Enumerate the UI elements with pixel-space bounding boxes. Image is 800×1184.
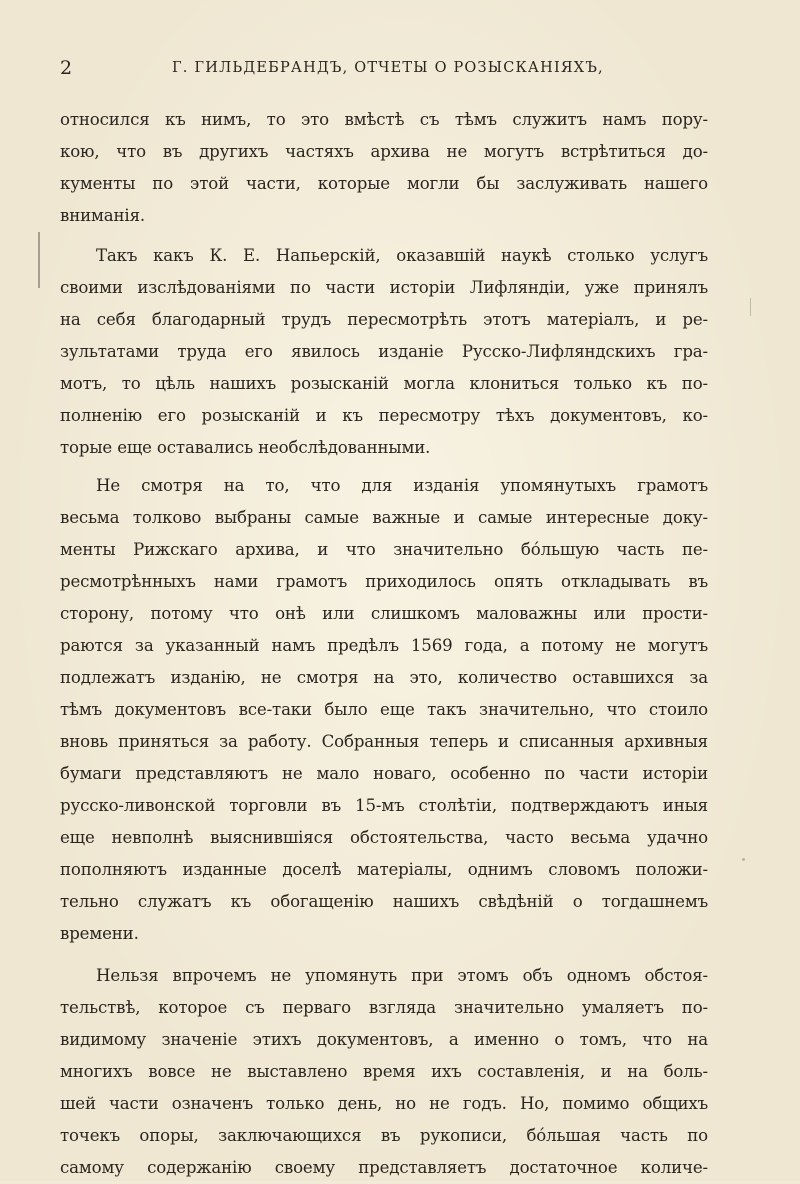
text-line: шей части означенъ только день, но не годъ. Но, помимо общихъ xyxy=(60,1094,708,1113)
text-line: вновь приняться за работу. Собранныя теперь и списанныя архивныя xyxy=(60,732,708,751)
margin-mark-right xyxy=(750,298,751,316)
body-text xyxy=(60,104,708,1184)
margin-mark-bottom xyxy=(742,858,745,861)
paragraph-4 xyxy=(60,960,708,1184)
text-line: тѣмъ документовъ все-таки было еще такъ значительно, что стоило xyxy=(60,700,708,719)
text-line: бумаги представляютъ не мало новаго, особенно по части исторіи xyxy=(60,764,708,783)
text-line: многихъ вовсе не выставлено время ихъ составленія, и на боль- xyxy=(60,1062,708,1081)
text-line: своими изслѣдованіями по части исторіи Лифляндіи, уже принялъ xyxy=(60,278,708,297)
text-line: видимому значеніе этихъ документовъ, а именно о томъ, что на xyxy=(60,1030,708,1049)
text-line: менты Рижскаго архива, и что значительно бо́льшую часть пе- xyxy=(60,540,708,559)
text-line: времени. xyxy=(60,924,139,943)
page-header xyxy=(60,57,720,81)
text-line: подлежатъ изданію, не смотря на это, количество оставшихся за xyxy=(60,668,708,687)
margin-mark-left xyxy=(38,232,40,288)
text-line: еще невполнѣ выяснившіяся обстоятельства, часто весьма удачно xyxy=(60,828,708,847)
paragraph-2 xyxy=(60,240,708,464)
text-line: мотъ, то цѣль нашихъ розысканій могла клониться только къ по- xyxy=(60,374,708,393)
text-line: точекъ опоры, заключающихся въ рукописи, бо́льшая часть по xyxy=(60,1126,708,1145)
text-line: самому содержанію своему представляетъ достаточное количе- xyxy=(60,1158,708,1177)
text-line: на себя благодарный трудъ пересмотрѣть этотъ матеріалъ, и ре- xyxy=(60,310,708,329)
text-line: вниманія. xyxy=(60,206,146,225)
text-line: ресмотрѣнныхъ нами грамотъ приходилось опять откладывать въ xyxy=(60,572,708,591)
text-line: торые еще оставались необслѣдованными. xyxy=(60,438,431,457)
text-line: Такъ какъ К. Е. Напьерскій, оказавшій наукѣ столько услугъ xyxy=(96,246,708,265)
text-line: сторону, потому что онѣ или слишкомъ маловажны или прости- xyxy=(60,604,708,623)
text-line: раются за указанный намъ предѣлъ 1569 года, а потому не могутъ xyxy=(60,636,708,655)
text-line: зультатами труда его явилось изданіе Русско-Лифляндскихъ гра- xyxy=(60,342,708,361)
paragraph-3 xyxy=(60,470,708,950)
running-head: Г. ГИЛЬДЕБРАНДЪ, ОТЧЕТЫ О РОЗЫСКАНІЯХЪ, xyxy=(172,60,604,76)
text-line: тельно служатъ къ обогащенію нашихъ свѣдѣній о тогдашнемъ xyxy=(60,892,708,911)
text-line: полненію его розысканій и къ пересмотру тѣхъ документовъ, ко- xyxy=(60,406,708,425)
text-line: Не смотря на то, что для изданія упомянутыхъ грамотъ xyxy=(96,476,708,495)
text-line: Нельзя впрочемъ не упомянуть при этомъ объ одномъ обстоя- xyxy=(96,966,708,985)
text-line: русско-ливонской торговли въ 15-мъ столѣтіи, подтверждаютъ иныя xyxy=(60,796,708,815)
text-line: кою, что въ другихъ частяхъ архива не могутъ встрѣтиться до- xyxy=(60,142,708,161)
text-line: пополняютъ изданные доселѣ матеріалы, однимъ словомъ положи- xyxy=(60,860,708,879)
text-line: весьма толково выбраны самые важные и самые интересные доку- xyxy=(60,508,708,527)
text-line: относился къ нимъ, то это вмѣстѣ съ тѣмъ служитъ намъ пору- xyxy=(60,110,708,129)
paragraph-1 xyxy=(60,104,708,232)
text-line: кументы по этой части, которые могли бы заслуживать нашего xyxy=(60,174,708,193)
page-number: 2 xyxy=(60,57,73,79)
text-line: тельствѣ, которое съ перваго взгляда значительно умаляетъ по- xyxy=(60,998,708,1017)
